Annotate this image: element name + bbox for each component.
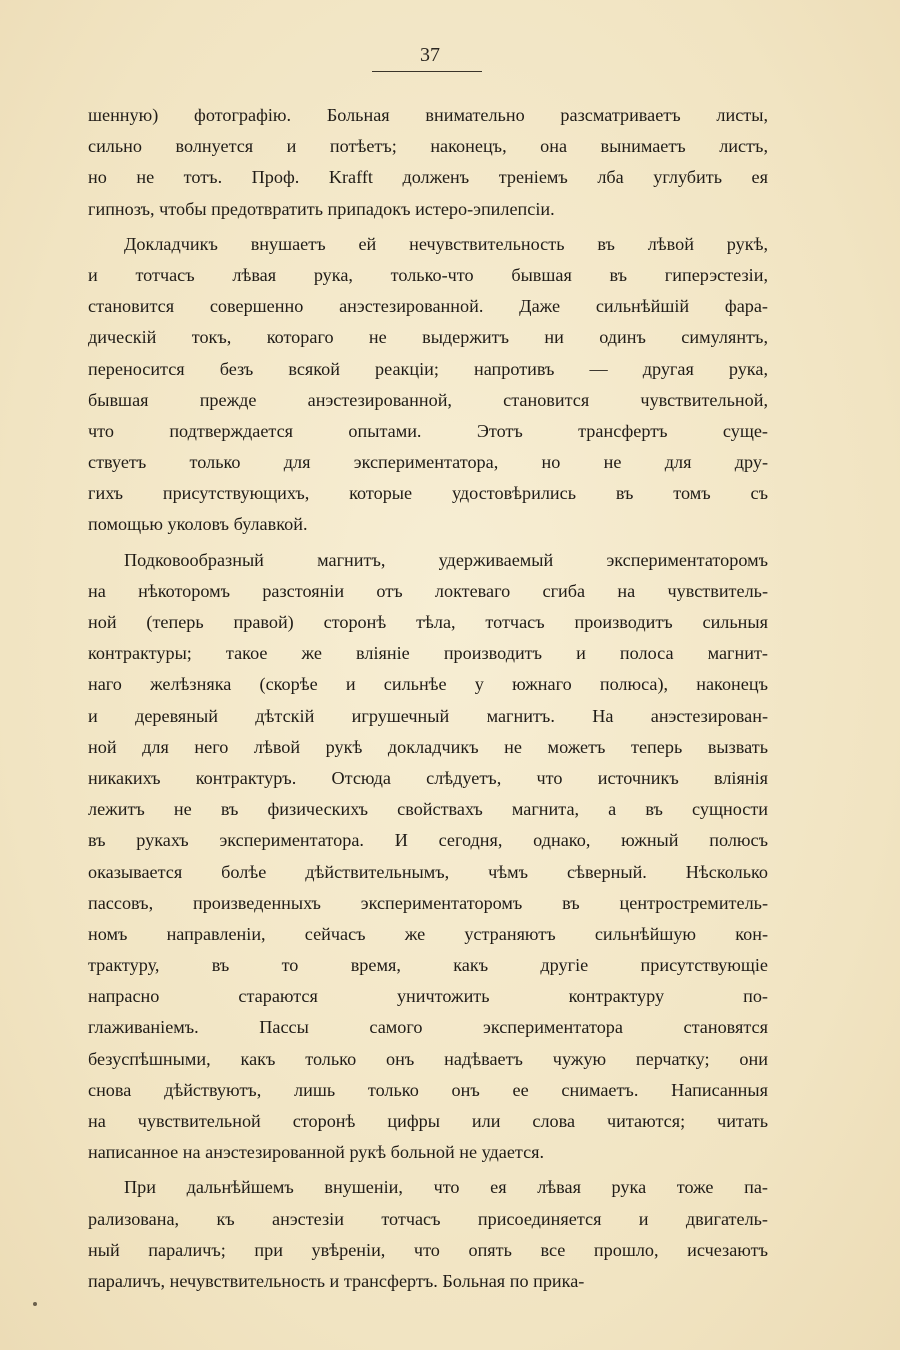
paragraph (88, 100, 768, 225)
text-line: напрасно стараются уничтожить контрактуру по- (88, 986, 768, 1007)
text-line: Докладчикъ внушаетъ ей нечувствительность въ лѣвой рукѣ, (124, 233, 768, 254)
text-line: на чувствительной сторонѣ цифры или слова читаются; читать (88, 1111, 768, 1131)
text-line: ной (теперь правой) сторонѣ тѣла, тотчасъ производитъ сильныя (88, 612, 768, 632)
text-line: номъ направленіи, сейчасъ же устраняютъ сильнѣйшую кон- (88, 923, 768, 944)
text-line: что подтверждается опытами. Этотъ трансфертъ суще- (88, 420, 768, 441)
text-line: на нѣкоторомъ разстояніи отъ локтеваго сгиба на чувствитель- (88, 580, 768, 601)
text-line: становится совершенно анэстезированной. Даже сильнѣйшій фара- (88, 296, 768, 317)
text-line: помощью уколовъ булавкой. (88, 514, 308, 535)
text-line: оказывается болѣе дѣйствительнымъ, чѣмъ сѣверный. Нѣсколько (88, 861, 768, 882)
text-line: ный параличъ; при увѣреніи, что опять все прошло, исчезаютъ (88, 1239, 768, 1260)
text-line: глаживаніемъ. Пассы самого экспериментатора становятся (88, 1017, 768, 1038)
paragraph (88, 229, 768, 541)
text-line: гихъ присутствующихъ, которые удостовѣрились въ томъ съ (88, 483, 768, 504)
page-number: 37 (420, 44, 440, 66)
text-line: трактуру, въ то время, какъ другіе присутствующіе (88, 955, 768, 976)
text-line: переносится безъ всякой реакціи; напротивъ — другая рука, (88, 358, 768, 379)
text-line: шенную) фотографію. Больная внимательно разсматриваетъ листы, (88, 105, 768, 125)
text-line: и тотчасъ лѣвая рука, только-что бывшая въ гиперэстезіи, (88, 264, 768, 285)
text-line: безуспѣшными, какъ только онъ надѣваетъ чужую перчатку; они (88, 1048, 768, 1069)
text-line: лежитъ не въ физическихъ свойствахъ магнита, а въ сущности (88, 799, 768, 820)
text-line: пассовъ, произведенныхъ экспериментаторомъ въ центростремитель- (88, 892, 768, 913)
text-line: ствуетъ только для экспериментатора, но не для дру- (88, 452, 768, 473)
text-line: никакихъ контрактуръ. Отсюда слѣдуетъ, что источникъ вліянія (88, 767, 768, 788)
paragraph (88, 1172, 768, 1297)
body-text (88, 100, 768, 1297)
text-line: параличъ, нечувствительность и трансфертъ. Больная по прика- (88, 1270, 585, 1291)
margin-ink-spot (33, 1302, 37, 1306)
paragraph (88, 545, 768, 1169)
text-line: снова дѣйствуютъ, лишь только онъ ее снимаетъ. Написанныя (88, 1079, 768, 1100)
text-line: ной для него лѣвой рукѣ докладчикъ не можетъ теперь вызвать (88, 736, 768, 757)
text-line: При дальнѣйшемъ внушеніи, что ея лѣвая рука тоже па- (124, 1177, 768, 1198)
text-line: сильно волнуется и потѣетъ; наконецъ, она вынимаетъ листъ, (88, 136, 768, 157)
text-line: въ рукахъ экспериментатора. И сегодня, однако, южный полюсъ (88, 830, 768, 851)
text-line: Подковообразный магнитъ, удерживаемый экспериментаторомъ (124, 549, 768, 570)
text-line: но не тотъ. Проф. Krafft долженъ треніемъ лба углубить ея (88, 167, 768, 188)
text-line: бывшая прежде анэстезированной, становится чувствительной, (88, 389, 768, 410)
text-line: наго желѣзняка (скорѣе и сильнѣе у южнаго полюса), наконецъ (88, 674, 768, 695)
text-line: и деревяный дѣтскій игрушечный магнитъ. На анэстезирован- (88, 705, 768, 726)
text-line: рализована, къ анэстезіи тотчасъ присоединяется и двигатель- (88, 1208, 768, 1229)
header-rule (372, 71, 482, 72)
text-line: дическій токъ, котораго не выдержитъ ни одинъ симулянтъ, (88, 327, 768, 348)
text-line: написанное на анэстезированной рукѣ больной не удается. (88, 1142, 545, 1163)
text-line: контрактуры; такое же вліяніе производитъ и полоса магнит- (88, 643, 768, 664)
text-line: гипнозъ, чтобы предотвратить припадокъ истеро-эпилепсіи. (88, 198, 555, 219)
